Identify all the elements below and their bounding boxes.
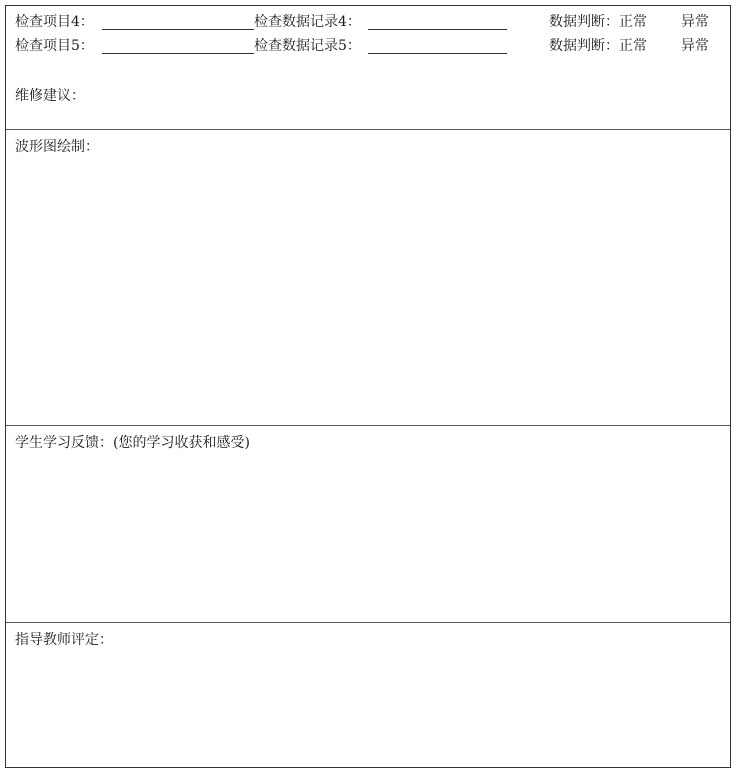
inspection-form: [5, 5, 731, 768]
check-item-blank[interactable]: [102, 29, 254, 30]
waveform-label: 波形图绘制：: [15, 139, 99, 155]
check-item-blank[interactable]: [102, 53, 254, 54]
check-item-label: 检查项目4：: [15, 14, 94, 30]
student-feedback-area[interactable]: [6, 425, 730, 622]
judgement-abnormal-option[interactable]: 异常: [681, 38, 709, 54]
judgement-abnormal-option[interactable]: 异常: [681, 14, 709, 30]
data-record-label: 检查数据记录5：: [254, 38, 361, 54]
waveform-drawing-area[interactable]: [6, 129, 730, 425]
check-row-5: [6, 36, 730, 56]
inspection-records-section: [6, 6, 730, 129]
teacher-evaluation-label: 指导教师评定：: [15, 632, 113, 648]
repair-advice-label: 维修建议：: [15, 88, 85, 104]
judgement-normal-option[interactable]: 数据判断：正常: [549, 14, 647, 30]
judgement-normal-option[interactable]: 数据判断：正常: [549, 38, 647, 54]
student-feedback-label: 学生学习反馈：(您的学习收获和感受): [15, 435, 250, 451]
data-record-blank[interactable]: [368, 29, 507, 30]
check-item-label: 检查项目5：: [15, 38, 94, 54]
data-record-blank[interactable]: [368, 53, 507, 54]
data-record-label: 检查数据记录4：: [254, 14, 361, 30]
check-row-4: [6, 12, 730, 32]
teacher-evaluation-area[interactable]: [6, 622, 730, 769]
